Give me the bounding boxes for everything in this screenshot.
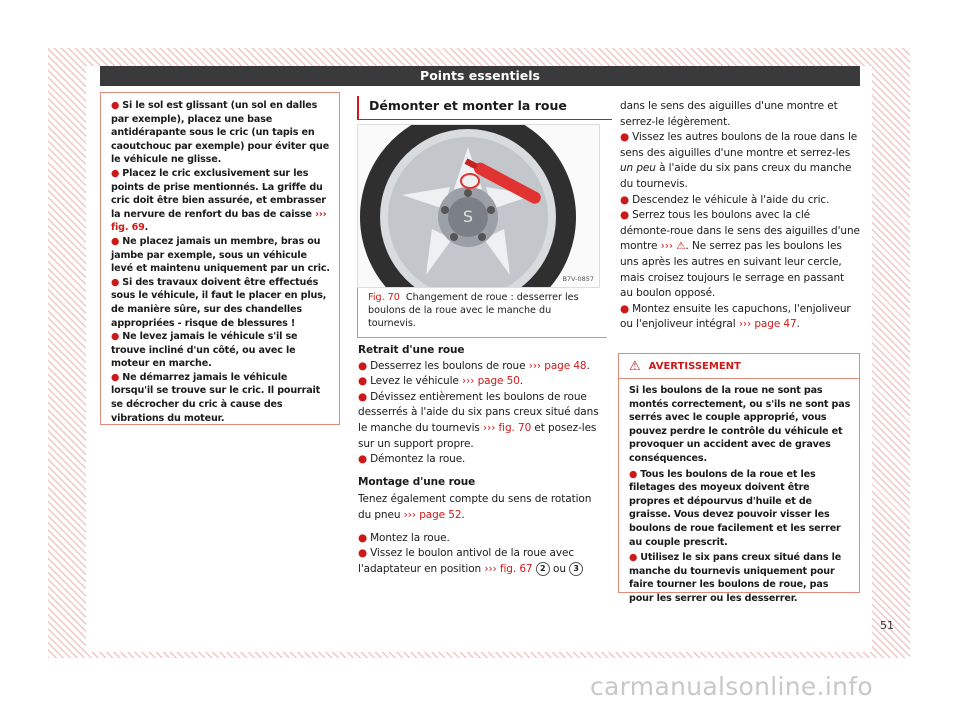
list-item: ● Montez la roue. bbox=[358, 531, 450, 544]
list-item: ● Montez ensuite les capuchons, l'enjoliveur ou l'enjoliveur intégral ››› page 47. bbox=[620, 302, 851, 331]
fig-67-link[interactable]: ››› fig. 67 bbox=[484, 562, 533, 575]
montage-paragraph: Tenez également compte du sens de rotation du pneu ››› page 52. bbox=[358, 493, 592, 521]
callout-2: 2 bbox=[536, 562, 550, 576]
list-item: ● Descendez le véhicule à l'aide du cric. bbox=[620, 193, 830, 206]
warning-header: ⚠ AVERTISSEMENT bbox=[619, 354, 859, 379]
list-item: ● Placez le cric exclusivement sur les points de prise mentionnés. La griffe du cric doit être bien assurée, et embrasser la nervure de renfort du bas de caisse ››› fig. 69. bbox=[111, 167, 327, 234]
warning-triangle-icon: ⚠ bbox=[676, 240, 686, 253]
bullet-icon: ● bbox=[111, 167, 120, 179]
warning-box bbox=[618, 353, 860, 604]
bullet-icon: ● bbox=[358, 359, 368, 372]
wheel-figure bbox=[357, 124, 600, 288]
list-item: ● Desserrez les boulons de roue ››› page 48. bbox=[358, 359, 590, 372]
safety-box bbox=[100, 92, 340, 425]
retrait-heading: Retrait d'une roue bbox=[358, 344, 465, 356]
bullet-icon: ● bbox=[111, 100, 120, 111]
list-item: ● Serrez tous les boulons avec la clé démonte-roue dans le sens des aiguilles d'une montre ››› ⚠. Ne serrez pas les boulons les uns après les autres en suivant leur cercle, mais croisez toujours le serrage en passant au boulon opposé. bbox=[620, 209, 860, 300]
watermark: carmanualsonline.info bbox=[590, 672, 873, 701]
bullet-icon: ● bbox=[629, 552, 638, 564]
wheel-illustration bbox=[358, 125, 600, 288]
list-item: ● Levez le véhicule ››› page 50. bbox=[358, 375, 524, 388]
fig-70-link[interactable]: ››› fig. 70 bbox=[483, 421, 532, 434]
svg-text:S: S bbox=[462, 207, 474, 226]
bullet-icon: ● bbox=[358, 375, 368, 388]
fig-69-link[interactable]: ››› fig. 69 bbox=[111, 208, 327, 234]
bullet-icon: ● bbox=[620, 302, 630, 315]
figure-caption: Fig. 70 Changement de roue : desserrer les boulons de la roue avec le manche du tournevis. bbox=[357, 288, 607, 338]
bullet-icon: ● bbox=[111, 371, 120, 383]
list-item: ● Ne démarrez jamais le véhicule lorsqu'il se trouve sur le cric. Il pourrait se décrocher du cric à cause des vibrations du moteur. bbox=[111, 371, 321, 424]
page-47-link[interactable]: ››› page 47 bbox=[738, 318, 797, 331]
bullet-icon: ● bbox=[358, 453, 368, 466]
bullet-icon: ● bbox=[358, 390, 368, 403]
page-50-link[interactable]: ››› page 50 bbox=[462, 375, 520, 388]
list-item: ● Ne levez jamais le véhicule s'il se trouve incliné d'un côté, ou avec le moteur en marche. bbox=[111, 331, 298, 370]
list-item: ● Dévissez entièrement les boulons de roue desserrés à l'aide du six pans creux situé dans le manche du tournevis ››› fig. 70 et posez-les sur un support propre. bbox=[358, 390, 599, 450]
montage-heading: Montage d'une roue bbox=[358, 475, 476, 488]
bullet-icon: ● bbox=[111, 276, 120, 288]
list-item: ● Si des travaux doivent être effectués sous le véhicule, il faut le placer en plus, de manière sûre, sur des chandelles appropriées - risque de blessures ! bbox=[111, 276, 327, 329]
list-item: ● Vissez les autres boulons de la roue dans le sens des aiguilles d'une montre et serrez-les un peu à l'aide du six pans creux du manche du tournevis. bbox=[620, 131, 858, 190]
bullet-icon: ● bbox=[358, 547, 368, 560]
instructions-column-middle bbox=[358, 341, 603, 577]
page-header: Points essentiels bbox=[100, 66, 860, 86]
warning-body: Si les boulons de la roue ne sont pas montés correctement, ou s'ils ne sont pas serrés avec le couple approprié, vous pouvez perdre le contrôle du véhicule et provoquer un accident avec de graves conséquences. ● Tous les boulons de la roue et les filetages des moyeux doivent être propres et dépourvus d'huile et de graisse. Vous devez pouvoir visser les boulons de roue facilement et les serrer au couple prescrit. ● Utilisez le six pans creux situé dans le manche du tournevis uniquement pour faire tourner les boulons de roue, pas pour les serrer ou les desserrer. bbox=[629, 385, 851, 604]
continued-text: dans le sens des aiguilles d'une montre et serrez-le légèrement. bbox=[620, 100, 838, 128]
instructions-column-right bbox=[620, 99, 860, 333]
bullet-icon: ● bbox=[629, 468, 638, 480]
bullet-icon: ● bbox=[358, 531, 368, 544]
list-item: ● Utilisez le six pans creux situé dans le manche du tournevis uniquement pour faire tourner les boulons de roue, pas pour les serrer ou les desserrer. bbox=[629, 552, 842, 604]
list-item: ● Ne placez jamais un membre, bras ou jambe par exemple, sous un véhicule levé et maintenu uniquement par un cric. bbox=[111, 235, 330, 275]
list-item: ● Démontez la roue. bbox=[358, 453, 466, 466]
section-title: Démonter et monter la roue bbox=[357, 96, 612, 120]
list-item: ● Tous les boulons de la roue et les filetages des moyeux doivent être propres et dépourvus d'huile et de graisse. Vous devez pouvoir visser les boulons de roue facilement et les serrer au couple prescrit. bbox=[629, 468, 841, 548]
list-item: ● Vissez le boulon antivol de la roue avec l'adaptateur en position ››› fig. 67 2 ou 3 bbox=[358, 546, 603, 577]
page-48-link[interactable]: ››› page 48 bbox=[528, 359, 587, 372]
page-52-link[interactable]: ››› page 52 bbox=[403, 508, 462, 521]
callout-3: 3 bbox=[569, 562, 583, 576]
bullet-icon: ● bbox=[620, 209, 630, 222]
bullet-icon: ● bbox=[111, 331, 120, 343]
page-number: 51 bbox=[880, 619, 894, 632]
bullet-icon: ● bbox=[111, 235, 120, 247]
warning-triangle-icon: ⚠ bbox=[629, 358, 641, 374]
bullet-icon: ● bbox=[620, 131, 630, 144]
warning-link[interactable]: ››› bbox=[660, 240, 673, 253]
figure-code: B7V-0857 bbox=[562, 275, 594, 283]
list-item: ● Si le sol est glissant (un sol en dalles par exemple), placez une base antidérapante sous le cric (un tapis en caoutchouc par exemple) pour éviter que le véhicule ne glisse. bbox=[111, 100, 330, 166]
bullet-icon: ● bbox=[620, 193, 630, 206]
